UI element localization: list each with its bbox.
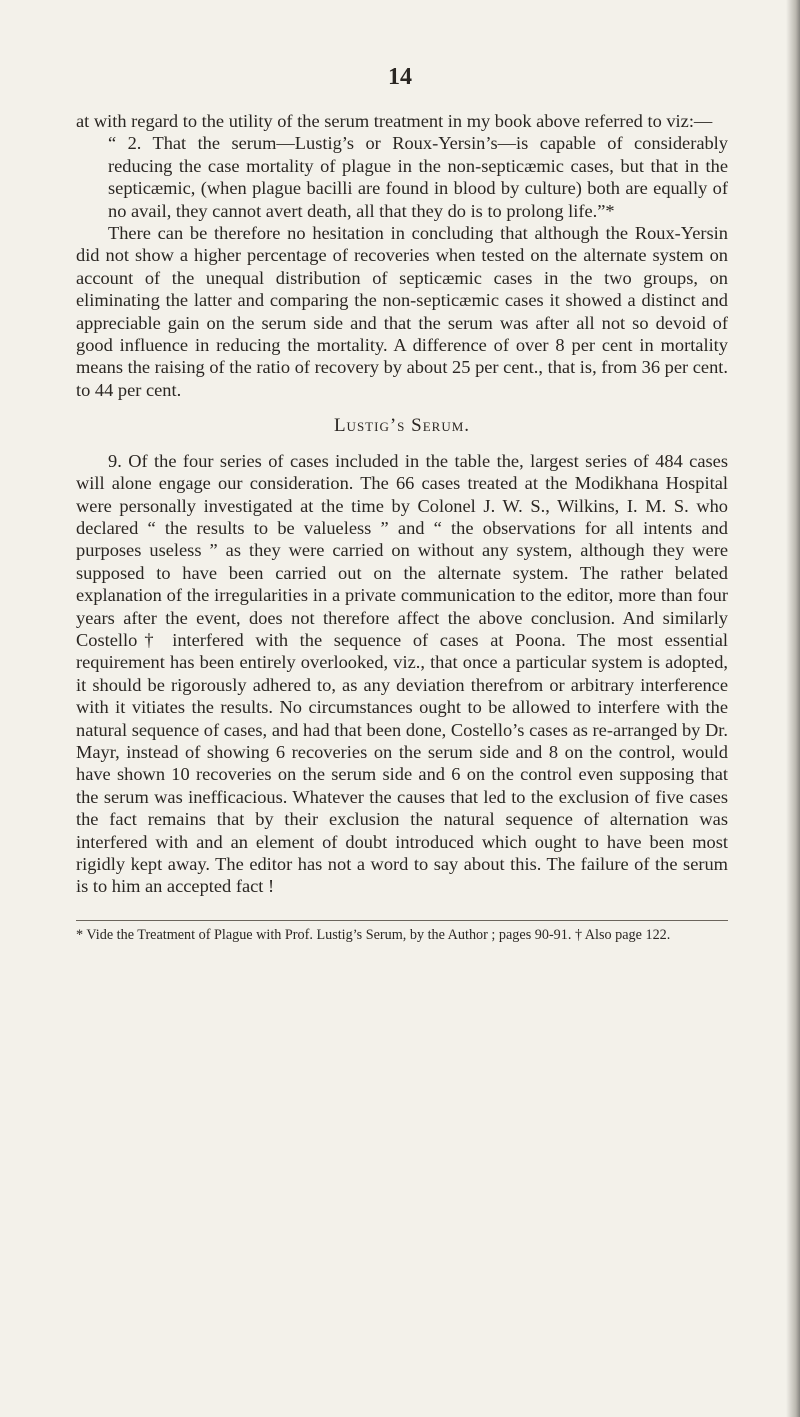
page-number: 14 <box>388 64 412 90</box>
paragraph-conclusion: There can be therefore no hesitation in concluding that although the Roux-Yersin did not show a higher percentage of recoveries when tested on the alternate system on account of the unequal distribution of septicæmic cases in the two groups, on eliminating the latter and comparing the non-septicæmic cases it showed a distinct and appreciable gain on the serum side and that the serum was after all not so devoid of good influence in reducing the mortality. A difference of over 8 per cent in mortality means the raising of the ratio of recovery by about 25 per cent., that is, from 36 per cent. to 44 per cent. <box>76 223 728 400</box>
footnote-rule <box>76 920 728 921</box>
page-edge-shadow <box>786 0 800 1417</box>
section-heading: Lustig’s Serum. <box>333 415 471 437</box>
block-quote: “ 2. That the serum—Lustig’s or Roux-Yersin’s—is capable of considerably reducing the case mortality of plague in the non-septicæmic cases, but that in the septicæmic, (when plague bacilli are found in blood by culture) both are equally of no avail, they cannot avert death, all that they do is to prolong life.”* <box>108 133 728 221</box>
paragraph-continuation: at with regard to the utility of the serum treatment in my book above referred to viz:— <box>76 111 713 131</box>
footnote-1: * Vide the Treatment of Plague with Prof. Lustig’s Serum, by the Author ; pages 90-91. <box>76 926 572 943</box>
paragraph-lustig-serum: 9. Of the four series of cases included in the table the, largest series of 484 cases will alone engage our consideration. The 66 cases treated at the Modikhana Hospital were personally investigated at the time by Colonel J. W. S., Wilkins, I. M. S. who declared “ the results to be valueless ” and “ the observations for all intents and purposes useless ” as they were carried on without any system, although they were supposed to have been carried out on the alternate system. The rather belated explanation of the irregularities in a private communication to the editor, more than four years after the event, does not therefore affect the above conclusion. And similarly Costello† interfered with the sequence of cases at Poona. The most essential requirement has been entirely overlooked, viz., that once a particular system is adopted, it should be rigorously adhered to, as any deviation therefrom or arbitrary interference with it vitiates the results. No circumstances ought to be allowed to interfere with the natural sequence of cases, and had that been done, Costello’s cases as re-arranged by Dr. Mayr, instead of showing 6 recoveries on the serum side and 8 on the control, would have shown 10 recoveries on the serum side and 6 on the control even supposing that the serum was inefficacious. Whatever the causes that led to the exclusion of five cases the fact remains that by their exclusion the natural sequence of alternation was interfered with and an element of doubt introduced which ought to have been most rigidly kept away. The editor has not a word to say about this. The failure of the serum is to him an accepted fact ! <box>76 450 728 897</box>
page-body <box>76 110 728 944</box>
footnote-vide <box>76 927 728 944</box>
footnote-2: † Also page 122. <box>574 926 671 943</box>
